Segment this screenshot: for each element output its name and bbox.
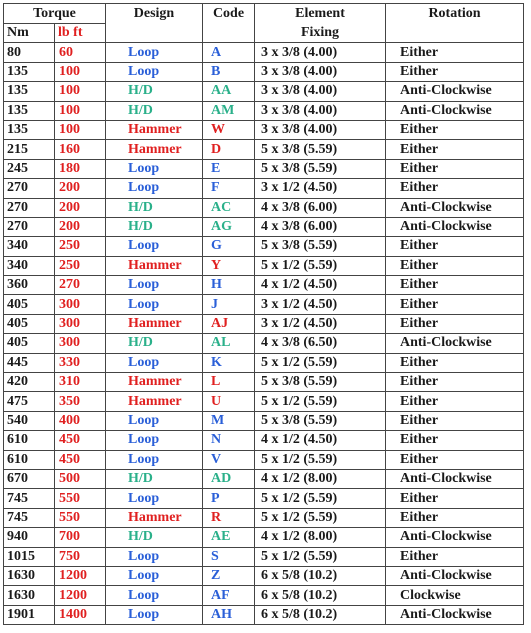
cell-rotation: Either xyxy=(386,353,524,372)
cell-rotation: Anti-Clockwise xyxy=(386,605,524,624)
cell-lbft: 250 xyxy=(55,237,106,256)
table-row xyxy=(4,547,524,566)
header-nm: Nm xyxy=(4,24,55,43)
cell-design: Hammer xyxy=(106,373,203,392)
cell-lbft: 550 xyxy=(55,489,106,508)
header-design-blank xyxy=(106,24,203,43)
cell-lbft: 1400 xyxy=(55,605,106,624)
table-row xyxy=(4,353,524,372)
cell-design: H/D xyxy=(106,198,203,217)
table-row xyxy=(4,101,524,120)
cell-lbft: 200 xyxy=(55,179,106,198)
table-row xyxy=(4,217,524,236)
cell-rotation: Anti-Clockwise xyxy=(386,217,524,236)
cell-design: H/D xyxy=(106,469,203,488)
table-row xyxy=(4,411,524,430)
cell-design: Loop xyxy=(106,566,203,585)
cell-nm: 405 xyxy=(4,314,55,333)
cell-design: Loop xyxy=(106,431,203,450)
cell-nm: 80 xyxy=(4,43,55,62)
cell-design: Loop xyxy=(106,411,203,430)
table-row xyxy=(4,431,524,450)
cell-rotation: Clockwise xyxy=(386,586,524,605)
cell-element: 3 x 3/8 (4.00) xyxy=(255,62,386,81)
cell-element: 3 x 3/8 (4.00) xyxy=(255,43,386,62)
header-rotation-blank xyxy=(386,24,524,43)
cell-lbft: 300 xyxy=(55,314,106,333)
cell-design: Loop xyxy=(106,179,203,198)
cell-code: AA xyxy=(203,82,255,101)
cell-design: Loop xyxy=(106,237,203,256)
cell-code: P xyxy=(203,489,255,508)
cell-design: Loop xyxy=(106,353,203,372)
cell-lbft: 200 xyxy=(55,217,106,236)
cell-nm: 745 xyxy=(4,508,55,527)
cell-rotation: Anti-Clockwise xyxy=(386,101,524,120)
cell-element: 5 x 3/8 (5.59) xyxy=(255,373,386,392)
cell-element: 5 x 1/2 (5.59) xyxy=(255,353,386,372)
cell-nm: 1630 xyxy=(4,586,55,605)
cell-design: H/D xyxy=(106,528,203,547)
cell-element: 4 x 3/8 (6.00) xyxy=(255,217,386,236)
cell-nm: 135 xyxy=(4,120,55,139)
cell-rotation: Either xyxy=(386,431,524,450)
cell-code: Y xyxy=(203,256,255,275)
cell-lbft: 400 xyxy=(55,411,106,430)
cell-lbft: 700 xyxy=(55,528,106,547)
cell-design: Hammer xyxy=(106,256,203,275)
torque-table-container xyxy=(3,3,524,625)
cell-code: AG xyxy=(203,217,255,236)
cell-nm: 1901 xyxy=(4,605,55,624)
cell-rotation: Anti-Clockwise xyxy=(386,469,524,488)
cell-lbft: 330 xyxy=(55,353,106,372)
cell-nm: 405 xyxy=(4,295,55,314)
cell-code: R xyxy=(203,508,255,527)
cell-code: K xyxy=(203,353,255,372)
cell-code: W xyxy=(203,120,255,139)
cell-rotation: Either xyxy=(386,159,524,178)
cell-design: Loop xyxy=(106,450,203,469)
cell-rotation: Either xyxy=(386,237,524,256)
table-row xyxy=(4,566,524,585)
table-row xyxy=(4,256,524,275)
header-torque: Torque xyxy=(4,4,106,24)
table-row xyxy=(4,605,524,624)
cell-rotation: Either xyxy=(386,392,524,411)
cell-rotation: Either xyxy=(386,411,524,430)
cell-element: 4 x 3/8 (6.50) xyxy=(255,334,386,353)
table-row xyxy=(4,43,524,62)
cell-nm: 135 xyxy=(4,82,55,101)
cell-design: Loop xyxy=(106,489,203,508)
cell-nm: 1630 xyxy=(4,566,55,585)
cell-design: Loop xyxy=(106,159,203,178)
cell-rotation: Either xyxy=(386,120,524,139)
header-lbft: lb ft xyxy=(55,24,106,43)
cell-design: Loop xyxy=(106,547,203,566)
cell-lbft: 60 xyxy=(55,43,106,62)
cell-code: F xyxy=(203,179,255,198)
header-code-blank xyxy=(203,24,255,43)
cell-element: 3 x 3/8 (4.00) xyxy=(255,101,386,120)
cell-design: Hammer xyxy=(106,120,203,139)
header-rotation: Rotation xyxy=(386,4,524,24)
table-row xyxy=(4,140,524,159)
cell-nm: 670 xyxy=(4,469,55,488)
cell-lbft: 200 xyxy=(55,198,106,217)
cell-rotation: Either xyxy=(386,314,524,333)
table-row xyxy=(4,334,524,353)
cell-code: AF xyxy=(203,586,255,605)
cell-lbft: 750 xyxy=(55,547,106,566)
cell-lbft: 300 xyxy=(55,334,106,353)
cell-lbft: 310 xyxy=(55,373,106,392)
cell-element: 5 x 1/2 (5.59) xyxy=(255,489,386,508)
cell-rotation: Either xyxy=(386,547,524,566)
cell-code: AL xyxy=(203,334,255,353)
cell-lbft: 300 xyxy=(55,295,106,314)
cell-lbft: 100 xyxy=(55,82,106,101)
cell-nm: 610 xyxy=(4,431,55,450)
cell-element: 6 x 5/8 (10.2) xyxy=(255,566,386,585)
table-row xyxy=(4,276,524,295)
cell-rotation: Anti-Clockwise xyxy=(386,82,524,101)
cell-lbft: 500 xyxy=(55,469,106,488)
cell-element: 3 x 3/8 (4.00) xyxy=(255,82,386,101)
cell-element: 4 x 1/2 (4.50) xyxy=(255,276,386,295)
cell-nm: 340 xyxy=(4,237,55,256)
cell-design: Loop xyxy=(106,605,203,624)
header-code: Code xyxy=(203,4,255,24)
cell-design: Hammer xyxy=(106,392,203,411)
cell-rotation: Either xyxy=(386,450,524,469)
cell-design: H/D xyxy=(106,82,203,101)
header-element: Element xyxy=(255,4,386,24)
cell-code: H xyxy=(203,276,255,295)
table-row xyxy=(4,586,524,605)
cell-element: 5 x 3/8 (5.59) xyxy=(255,411,386,430)
cell-element: 6 x 5/8 (10.2) xyxy=(255,605,386,624)
cell-nm: 270 xyxy=(4,217,55,236)
table-row xyxy=(4,392,524,411)
cell-design: H/D xyxy=(106,334,203,353)
cell-design: Hammer xyxy=(106,314,203,333)
cell-rotation: Either xyxy=(386,179,524,198)
cell-design: Loop xyxy=(106,586,203,605)
cell-lbft: 180 xyxy=(55,159,106,178)
table-row xyxy=(4,528,524,547)
header-element-fixing: Fixing xyxy=(255,24,386,43)
cell-code: S xyxy=(203,547,255,566)
cell-code: AH xyxy=(203,605,255,624)
table-row xyxy=(4,237,524,256)
table-row xyxy=(4,450,524,469)
cell-code: L xyxy=(203,373,255,392)
cell-nm: 405 xyxy=(4,334,55,353)
cell-code: G xyxy=(203,237,255,256)
cell-lbft: 160 xyxy=(55,140,106,159)
cell-element: 4 x 1/2 (8.00) xyxy=(255,469,386,488)
cell-element: 4 x 1/2 (4.50) xyxy=(255,431,386,450)
cell-code: N xyxy=(203,431,255,450)
cell-rotation: Anti-Clockwise xyxy=(386,198,524,217)
cell-nm: 270 xyxy=(4,198,55,217)
table-row xyxy=(4,469,524,488)
cell-design: Loop xyxy=(106,43,203,62)
cell-element: 6 x 5/8 (10.2) xyxy=(255,586,386,605)
cell-lbft: 350 xyxy=(55,392,106,411)
cell-nm: 940 xyxy=(4,528,55,547)
cell-code: AC xyxy=(203,198,255,217)
cell-code: AM xyxy=(203,101,255,120)
cell-lbft: 550 xyxy=(55,508,106,527)
cell-rotation: Either xyxy=(386,140,524,159)
cell-lbft: 270 xyxy=(55,276,106,295)
cell-design: H/D xyxy=(106,217,203,236)
cell-element: 4 x 1/2 (8.00) xyxy=(255,528,386,547)
cell-design: Loop xyxy=(106,62,203,81)
cell-lbft: 450 xyxy=(55,450,106,469)
cell-nm: 340 xyxy=(4,256,55,275)
torque-spec-table xyxy=(3,3,524,625)
cell-rotation: Either xyxy=(386,489,524,508)
cell-nm: 360 xyxy=(4,276,55,295)
cell-rotation: Anti-Clockwise xyxy=(386,566,524,585)
cell-element: 5 x 3/8 (5.59) xyxy=(255,159,386,178)
cell-element: 4 x 3/8 (6.00) xyxy=(255,198,386,217)
table-row xyxy=(4,198,524,217)
table-row xyxy=(4,314,524,333)
cell-design: Loop xyxy=(106,295,203,314)
cell-code: B xyxy=(203,62,255,81)
cell-lbft: 450 xyxy=(55,431,106,450)
cell-rotation: Anti-Clockwise xyxy=(386,528,524,547)
cell-nm: 420 xyxy=(4,373,55,392)
cell-rotation: Anti-Clockwise xyxy=(386,334,524,353)
cell-element: 5 x 1/2 (5.59) xyxy=(255,392,386,411)
cell-lbft: 100 xyxy=(55,101,106,120)
cell-nm: 475 xyxy=(4,392,55,411)
cell-element: 5 x 3/8 (5.59) xyxy=(255,237,386,256)
table-body xyxy=(4,43,524,625)
cell-lbft: 100 xyxy=(55,62,106,81)
table-row xyxy=(4,62,524,81)
table-row xyxy=(4,179,524,198)
cell-element: 3 x 3/8 (4.00) xyxy=(255,120,386,139)
table-row xyxy=(4,373,524,392)
cell-nm: 745 xyxy=(4,489,55,508)
cell-design: Hammer xyxy=(106,508,203,527)
cell-element: 5 x 1/2 (5.59) xyxy=(255,547,386,566)
cell-lbft: 100 xyxy=(55,120,106,139)
cell-element: 3 x 1/2 (4.50) xyxy=(255,295,386,314)
cell-code: M xyxy=(203,411,255,430)
cell-design: Loop xyxy=(106,276,203,295)
table-row xyxy=(4,120,524,139)
table-header xyxy=(4,4,524,43)
cell-code: U xyxy=(203,392,255,411)
cell-nm: 540 xyxy=(4,411,55,430)
cell-nm: 610 xyxy=(4,450,55,469)
cell-code: D xyxy=(203,140,255,159)
cell-rotation: Either xyxy=(386,62,524,81)
cell-lbft: 1200 xyxy=(55,566,106,585)
cell-nm: 135 xyxy=(4,62,55,81)
cell-code: Z xyxy=(203,566,255,585)
cell-design: H/D xyxy=(106,101,203,120)
table-row xyxy=(4,159,524,178)
cell-nm: 215 xyxy=(4,140,55,159)
cell-code: E xyxy=(203,159,255,178)
cell-element: 5 x 1/2 (5.59) xyxy=(255,508,386,527)
cell-nm: 1015 xyxy=(4,547,55,566)
table-row xyxy=(4,295,524,314)
cell-element: 5 x 1/2 (5.59) xyxy=(255,450,386,469)
cell-element: 5 x 1/2 (5.59) xyxy=(255,256,386,275)
cell-code: AD xyxy=(203,469,255,488)
cell-code: J xyxy=(203,295,255,314)
cell-code: AE xyxy=(203,528,255,547)
cell-lbft: 250 xyxy=(55,256,106,275)
cell-element: 3 x 1/2 (4.50) xyxy=(255,179,386,198)
cell-nm: 135 xyxy=(4,101,55,120)
cell-code: A xyxy=(203,43,255,62)
cell-code: AJ xyxy=(203,314,255,333)
table-row xyxy=(4,508,524,527)
cell-rotation: Either xyxy=(386,508,524,527)
cell-nm: 270 xyxy=(4,179,55,198)
cell-lbft: 1200 xyxy=(55,586,106,605)
cell-rotation: Either xyxy=(386,373,524,392)
cell-element: 3 x 1/2 (4.50) xyxy=(255,314,386,333)
cell-nm: 245 xyxy=(4,159,55,178)
cell-rotation: Either xyxy=(386,276,524,295)
cell-rotation: Either xyxy=(386,256,524,275)
header-design: Design xyxy=(106,4,203,24)
cell-rotation: Either xyxy=(386,295,524,314)
cell-element: 5 x 3/8 (5.59) xyxy=(255,140,386,159)
table-row xyxy=(4,82,524,101)
cell-design: Hammer xyxy=(106,140,203,159)
table-row xyxy=(4,489,524,508)
cell-code: V xyxy=(203,450,255,469)
cell-nm: 445 xyxy=(4,353,55,372)
cell-rotation: Either xyxy=(386,43,524,62)
